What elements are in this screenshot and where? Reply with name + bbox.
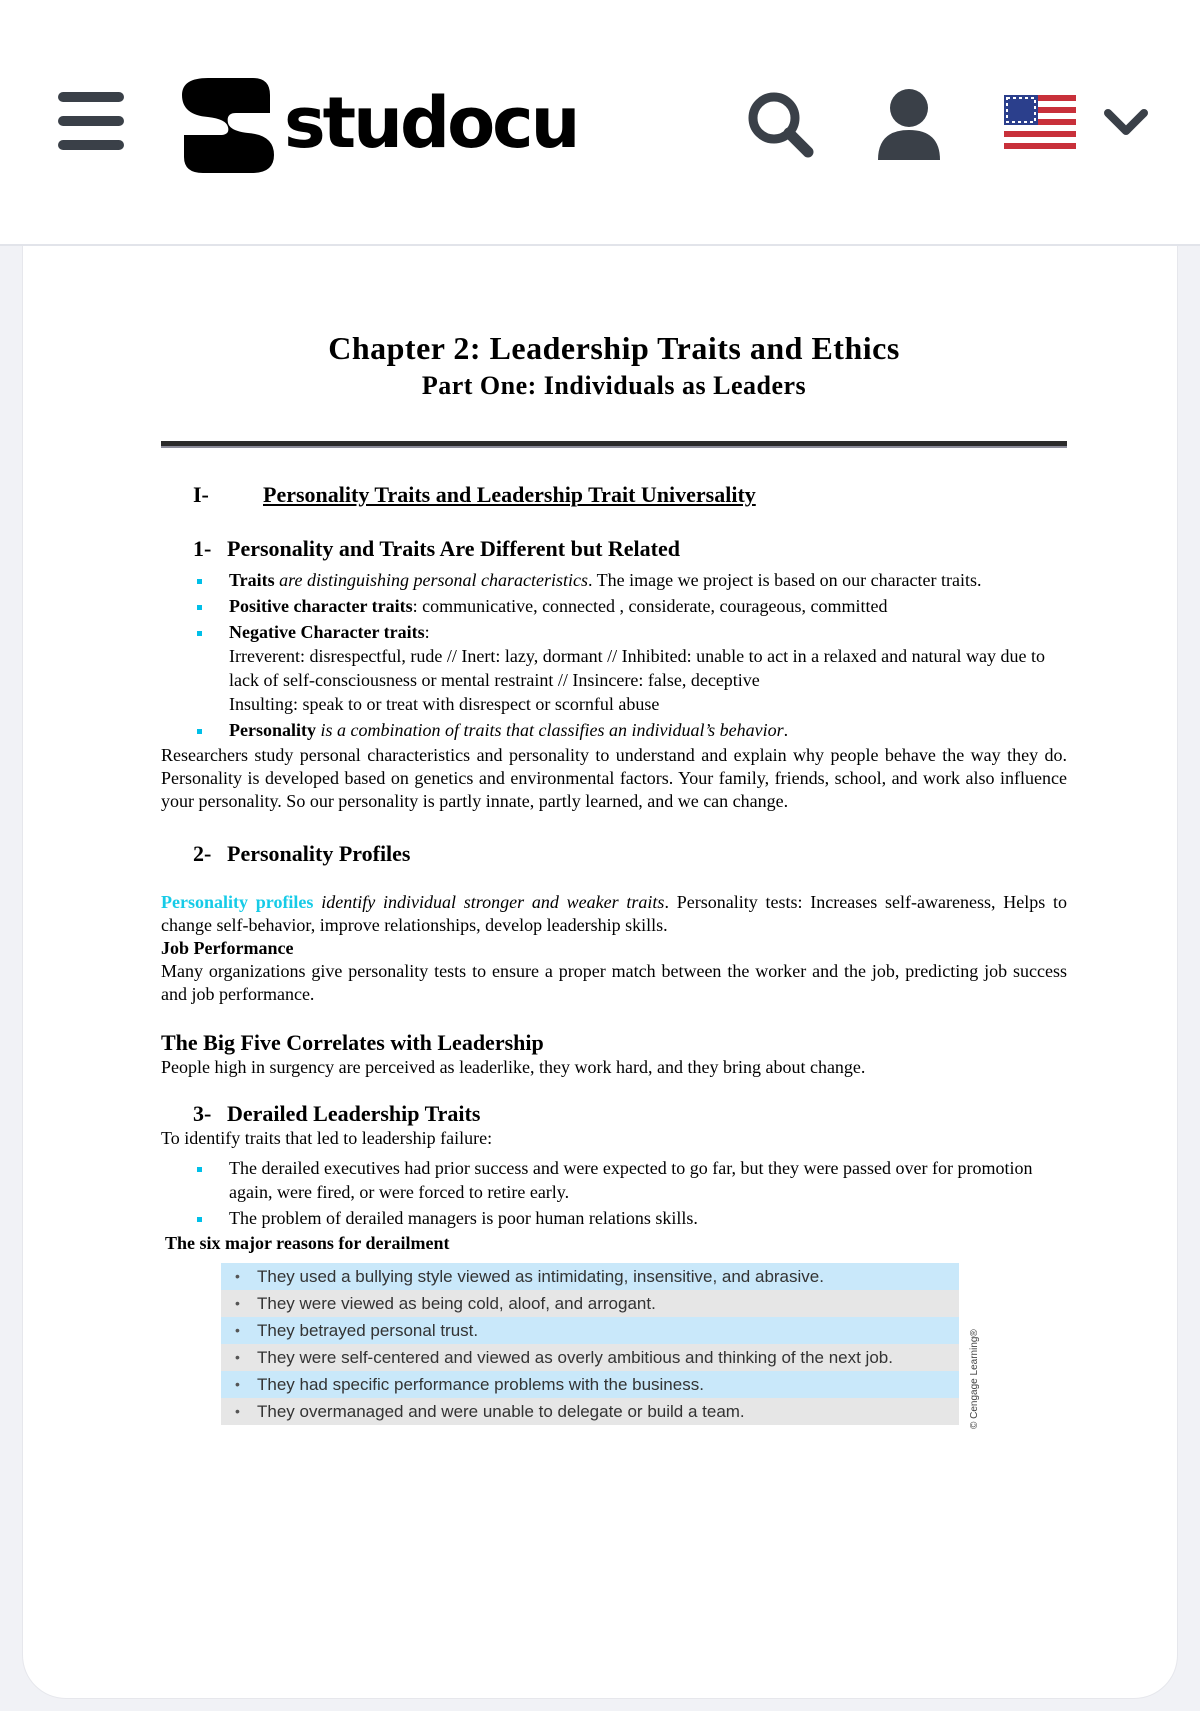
table-row: • They had specific performance problems with the business.: [221, 1371, 959, 1398]
title-divider: [161, 441, 1067, 448]
top-bar: [0, 0, 1200, 246]
list-item: The derailed executives had prior success and were expected to go far, but they were passed over for promotion again, were fired, or were forced to retire early.: [161, 1156, 1067, 1204]
table-row: • They used a bullying style viewed as intimidating, insensitive, and abrasive.: [221, 1263, 959, 1290]
table-row: • They were viewed as being cold, aloof, and arrogant.: [221, 1290, 959, 1317]
job-performance-text: Many organizations give personality tests to ensure a proper match between the worker and the job, predicting job success and job performance.: [161, 961, 1067, 1004]
table-row: • They were self-centered and viewed as overly ambitious and thinking of the next job.: [221, 1344, 959, 1371]
derailment-reasons-table: [221, 1263, 981, 1429]
big-five-heading: The Big Five Correlates with Leadership: [161, 1030, 544, 1055]
table-row: • They overmanaged and were unable to delegate or build a team.: [221, 1398, 959, 1425]
profiles-paragraph: Personality profiles identify individual stronger and weaker traits. Personality tests: Increases self-awareness, Helps to change self-behavior, improve relationships, develop leadership skills.: [161, 892, 1068, 935]
table-row: • They betrayed personal trust.: [221, 1317, 959, 1344]
account-button[interactable]: [876, 88, 942, 160]
search-icon: [744, 88, 816, 160]
studocu-logo-icon: [178, 73, 278, 173]
part-title: Part One: Individuals as Leaders: [421, 371, 807, 400]
subsection-heading-2: 2- Personality Profiles: [193, 841, 411, 866]
language-selector[interactable]: [1004, 92, 1156, 152]
chevron-down-icon: [1104, 107, 1148, 137]
subsection-heading-3: 3- Derailed Leadership Traits: [193, 1101, 481, 1126]
logo-text: studocu: [284, 82, 578, 164]
document-page: [161, 330, 1068, 1429]
hamburger-icon: [58, 92, 124, 102]
us-flag-icon: [1004, 95, 1076, 149]
user-icon: [876, 88, 942, 160]
chapter-title: Chapter 2: Leadership Traits and Ethics: [328, 330, 900, 366]
list-item: Positive character traits: communicative, connected , considerate, courageous, committed: [161, 594, 1067, 618]
list-item: Personality is a combination of traits that classifies an individual’s behavior.: [161, 718, 1067, 742]
big-five-text: People high in surgency are perceived as leaderlike, they work hard, and they bring about change.: [161, 1057, 866, 1077]
document-viewer[interactable]: [22, 246, 1178, 1699]
traits-bullet-list: [161, 568, 1067, 742]
reasons-heading: The six major reasons for derailment: [165, 1233, 450, 1253]
personality-paragraph: Researchers study personal characteristics and personality to understand and explain why people behave the way they do. Personality is developed based on genetics and environmental factors. Your family, friends, school, and work also influence your personality. So our personality is partly innate, partly learned, and we can change.: [161, 745, 1067, 811]
studocu-logo[interactable]: [178, 70, 578, 176]
derailment-intro: To identify traits that led to leadership failure:: [161, 1128, 493, 1148]
subsection-heading-1: 1- Personality and Traits Are Different but Related: [193, 536, 680, 561]
derailment-bullet-list: [161, 1156, 1067, 1230]
list-item: The problem of derailed managers is poor human relations skills.: [161, 1206, 1067, 1230]
job-performance-heading: Job Performance: [161, 938, 294, 958]
menu-button[interactable]: [58, 92, 124, 150]
list-item: Negative Character traits: Irreverent: disrespectful, rude // Inert: lazy, dormant // Inhibited: unable to act in a relaxed and natural way due to lack of self-consciousness or mental restraint // Insincere: false, deceptive Insulting: speak to or treat with disrespect or scornful abuse: [161, 620, 1067, 716]
search-button[interactable]: [744, 88, 816, 160]
section-heading: I- Personality Traits and Leadership Trait Universality: [193, 482, 756, 507]
copyright-note: © Cengage Learning®: [969, 1329, 980, 1429]
list-item: Traits are distinguishing personal characteristics. The image we project is based on our character traits.: [161, 568, 1067, 592]
